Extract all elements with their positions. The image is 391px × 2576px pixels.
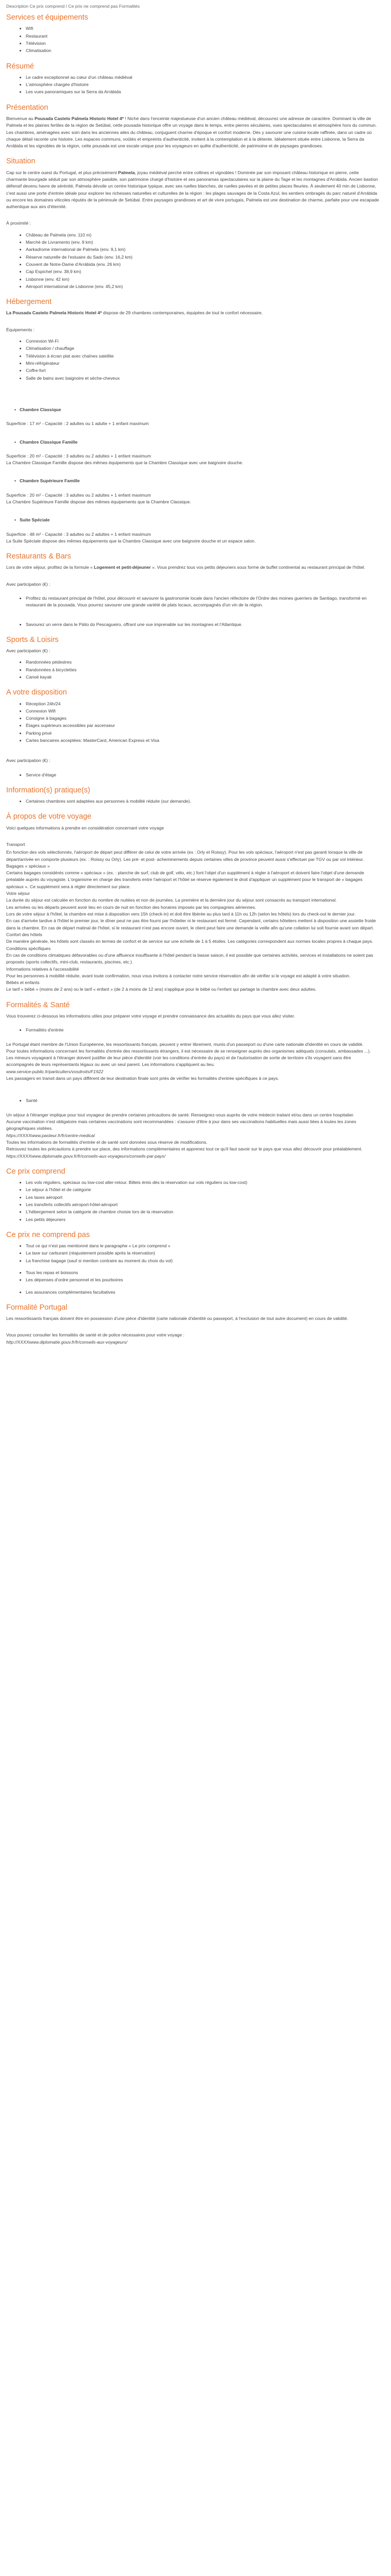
sports-label: Avec participation (€) :: [6, 648, 51, 654]
equipements-label: Équipements :: [6, 327, 35, 332]
room-desc: La Chambre Classique Famille dispose des mêmes équipements que la Chambre Classique avec une baignoire douche.: [6, 460, 243, 466]
list-item: • Profitez du restaurant principal de l'hôtel, pour découvrir et savourer la gastronomie locale dans l'ancien réfectoire de l'Ordre des moines guerriers de Santiago, transformé en restaurant de la pousada. Vous pourrez savourer une grande variété de plats locaux, accompagnés d'un vin de la région.: [26, 595, 380, 609]
list-item: • Randonnées pédestres: [26, 659, 380, 666]
propos-title: À propos de votre voyage: [6, 812, 92, 821]
room-title: • Chambre Classique Famille: [6, 439, 380, 446]
portugal-link[interactable]: http://XXXXwww.diplomatie.gouv.fr/fr/conseils-aux-voyageurs/: [6, 1339, 127, 1345]
list-item: • Certaines chambres sont adaptées aux personnes à mobilité réduite (sur demande).: [26, 798, 380, 805]
list-item: • L'hébergement selon la catégorie de chambre choisie lors de la réservation: [26, 1209, 380, 1215]
room-surface: Superficie : 17 m² - Capacité : 2 adultes ou 1 adulte + 1 enfant maximum: [6, 421, 149, 427]
list-item: • Mini-réfrigérateur: [26, 360, 380, 367]
room-surface: Superficie : 20 m² - Capacité : 3 adultes ou 2 adultes + 1 enfant maximum: [6, 492, 151, 498]
room-surface: Superficie : 48 m² - Capacité : 3 adultes ou 2 adultes + 1 enfant maximum: [6, 531, 151, 537]
list-item: • Coffre-fort: [26, 367, 380, 374]
formalites-intro: Vous trouverez ci-dessous les informations utiles pour préparer votre voyage et prendre connaissance des actualités du pays que vous allez visiter.: [6, 1013, 295, 1019]
list-item: • Santé: [26, 1097, 380, 1104]
entry-text: Le Portugal étant membre de l'Union Européenne, les ressortissants français, peuvent y entrer librement, munis d'un passeport ou d'une carte nationale d'identité en cours de validité. Pour toutes informations concernant les formalités d'entrée des ressortissants étrangers, il est nécessaire de se renseigner auprès des organismes adéquats (consulats, ambassades ...). Les mineurs voyageant à l'étranger doivent justifier de leur pièce d'identité (voir les conditions d'entrée du pays) et de l'autorisation de sortie de territoire s'ils voyagent sans être accompagnés de leurs représentants légaux ou avec un seul parent. Les informations s'appliquent au lieu. www.service-public.fr/particuliers/vosdroits/F1922 Les passagers en transit dans un pays différent de leur destination finale sont priés de vérifier les formalités d'entrée spécifiques à ce pays.: [6, 1041, 371, 1081]
disposition-list: [6, 701, 380, 744]
list-item: • Le séjour à l'hôtel et de catégorie: [26, 1187, 380, 1193]
disposition-list-2: [6, 772, 380, 778]
list-item: • Le cadre exceptionnel au cœur d'un château médiéval: [26, 74, 380, 81]
sante-text: Un séjour à l'étranger implique pour tout voyageur de prendre certaines précautions de santé. Renseignez-vous auprès de votre médecin traitant et/ou dans un centre hospitalier. Aucune vaccination n'est obligatoire mais certaines vaccinations sont recommandées : s'assurer d'être à jour dans ses vaccinations habituelles mais aussi liées à toutes les zones géographiques visitées. https://XXXXwww.pasteur.fr/fr/centre-medical Toutes les informations de formalités d'entrée et de santé sont données sous réserve de modifications. Retrouvez toutes les précautions à prendre sur place, des informations complémentaires et apprenez tout ce qu'il faut savoir sur le pays que vous allez découvrir pour préalablement. https://XXXXwww.diplomatie.gouv.fr/fr/conseils-aux-voyageurs/conseils-par-pays/: [6, 1112, 363, 1159]
list-item: • Service d'étage: [26, 772, 380, 778]
list-item: • Château de Palmela (env. 110 m): [26, 232, 380, 239]
list-item: • Les transferts collectifs aéroport-hôtel-aéroport: [26, 1201, 380, 1208]
room-title: • Chambre Supérieure Famille: [6, 478, 380, 484]
hebergement-text: La Pousada Castelo Palmela Historic Hotel 4* dispose de 29 chambres contemporaines, équipées de tout le confort nécessaire.: [6, 310, 263, 316]
equipements-list: [6, 338, 380, 382]
propos-intro: Voici quelques informations à prendre en considération concernant votre voyage: [6, 825, 164, 831]
resume-list: [6, 74, 380, 96]
informations-list: [6, 798, 380, 805]
comprend-title: Ce prix comprend: [6, 1167, 66, 1176]
list-item: • Salle de bains avec baignoire et sèche-cheveux: [26, 375, 380, 382]
list-item: • Les taxes aéroport: [26, 1194, 380, 1201]
transport-title: Transport: [6, 841, 25, 847]
portugal-title: Formalité Portugal: [6, 1303, 68, 1312]
list-item: • Réserve naturelle de l'estuaire du Sado (env. 16,2 km): [26, 254, 380, 261]
presentation-text: Bienvenue au Pousada Castelo Palmela Historic Hotel 4* ! Niché dans l'enceinte majestueuse d'un ancien château médiéval, découvrez une adresse de caractère. Dominant la ville de Palmela et les plaines fertiles de la région de Setúbal, cette pousada historique offre un voyage dans le temps, entre pierres séculaires, vues spectaculaires et atmosphère hors du commun. Les chambres, aménagées avec soin dans les anciennes ailes du château, conjuguent charme d'époque et confort moderne. Dès y savourer une cuisine locale raffinée, dans un cadre où chaque détail raconte une histoire. Les espaces communs, voûtés et empreints d'authenticité, invitent à la contemplation et à la détente. Idéalement située entre Lisbonne, la Serra da Arrábida et les vignobles de la région, cette pousada est une escale unique pour les voyageurs en quête d'authenticité, de patrimoine et de paysages grandioses.: [6, 115, 377, 149]
list-item: • Parking privé: [26, 730, 380, 737]
restaurants-text: Lors de votre séjour, profitez de la formule « Logement et petit-déjeuner ». Vous prendrez tous vos petits déjeuners sous forme de buffet continental au restaurant principal de l'hôtel.: [6, 565, 366, 570]
presentation-title: Présentation: [6, 103, 48, 112]
list-item: • Connexion Wifi: [26, 708, 380, 715]
list-item: • Réception 24h/24: [26, 701, 380, 707]
nonprix-list: [6, 1243, 380, 1296]
list-item: • Télévision: [26, 40, 380, 47]
list-item: • Les dépenses d'ordre personnel et les pourboires: [26, 1277, 380, 1283]
hebergement-title: Hébergement: [6, 298, 52, 307]
list-item: • Les vues panoramiques sur la Serra da Arrábida: [26, 89, 380, 95]
list-item: • Canoë kayak: [26, 674, 380, 681]
formalites-title: Formalités & Santé: [6, 1001, 70, 1009]
room-desc: La Suite Spéciale dispose des mêmes équipements que la Chambre Classique avec une baignoire douche et un espace salon.: [6, 538, 256, 544]
room-title: • Suite Spéciale: [6, 517, 380, 523]
list-item: • Climatisation: [26, 47, 380, 54]
sports-title: Sports & Loisirs: [6, 636, 59, 644]
list-item: • Les petits déjeuners: [26, 1216, 380, 1223]
list-item: • Lisbonne (env. 42 km): [26, 276, 380, 283]
list-item: • Les assurances complémentaires facultatives: [26, 1289, 380, 1296]
portugal-text-2: Vous pouvez consulter les formalités de santé et de police nécessaires pour votre voyage :: [6, 1332, 185, 1338]
tab-bar[interactable]: Description Ce prix comprend / Ce prix ne comprend pas Formalités: [6, 4, 140, 9]
resume-title: Résumé: [6, 62, 34, 71]
room-title: • Chambre Classique: [6, 406, 380, 413]
restaurants-title: Restaurants & Bars: [6, 552, 71, 561]
list-item: • Tout ce qui n'est pas mentionné dans le paragraphe « Le prix comprend »: [26, 1243, 380, 1249]
services-title: Services et équipements: [6, 13, 88, 22]
room-surface: Superficie : 20 m² - Capacité : 3 adultes ou 2 adultes + 1 enfant maximum: [6, 453, 151, 459]
list-item: • Les vols réguliers, spéciaux ou low-cost aller-retour. Billets émis dès la réservation sur vols réguliers ou low-cost): [26, 1179, 380, 1186]
distances-list: [6, 232, 380, 291]
list-item: • Couvent de Notre-Dame d'Arrábida (env. 26 km): [26, 261, 380, 268]
list-item: • Cartes bancaires acceptées: MasterCard, American Express et Visa: [26, 737, 380, 744]
portugal-text: Les ressortissants français doivent être en possession d'une pièce d'identité (carte nationale d'identité ou passeport, à l'exclusion de tout autre document) en cours de validité.: [6, 1316, 348, 1321]
situation-title: Situation: [6, 157, 36, 166]
list-item: • Aarkadrome international de Palmela (env. 9,1 km): [26, 246, 380, 253]
list-item: • Formalités d'entrée: [26, 1027, 380, 1033]
list-item: • Wifi: [26, 25, 380, 32]
list-item: • Marché de Livramento (env. 9 km): [26, 239, 380, 246]
list-item: • Étages supérieurs accessibles par ascenseur: [26, 722, 380, 729]
list-item: • Randonnées à bicyclettes: [26, 667, 380, 673]
sante-list: [6, 1097, 380, 1104]
nonprix-title: Ce prix ne comprend pas: [6, 1230, 90, 1239]
list-item: • La franchise bagage (sauf si mention contraire au moment du choix du vol): [26, 1258, 380, 1264]
list-item: • L'atmosphère chargée d'histoire: [26, 81, 380, 88]
restaurants-list: [6, 595, 380, 628]
situation-text: Cap sur le centre ouest du Portugal, et plus précisément Palmela, joyau médiéval perché entre collines et vignobles ! Dominée par son imposant château historique en pierre, cette charmante bourgade séduit par son atmosphère paisible, son patrimoine chargé d'histoire et ses panoramas spectaculaires sur la plaine du Tage et les montagnes d'Arrábida. Ancien bastion défensif devenu havre de sérénité, Palmela dévoile un centre historique typique, avec ses ruelles blanches, de ruelles pavées et de petites places fleuries. À seulement 40 min de Lisbonne, c'est aussi une porte d'entrée idéale pour explorer les richesses naturelles et culturelles de la région : les plages sauvages de la Costa Azul, les sentiers ombragés du parc naturel d'Arrábida ou encore les domaines viticoles réputés de la péninsule de Setúbal. Entre paysages grandioses et art de vivre portugais, Palmela est une destination de charme, parfaite pour une escapade authentique aux airs d'éternité.: [6, 170, 379, 210]
comprend-list: [6, 1179, 380, 1223]
list-item: • La taxe sur carburant (réajustement possible après la réservation): [26, 1250, 380, 1257]
entry-list: [6, 1027, 380, 1033]
services-list: [6, 25, 380, 54]
room-desc: La Chambre Supérieure Famille dispose des mêmes équipements que la Chambre Classique.: [6, 499, 191, 505]
list-item: • Climatisation / chauffage: [26, 345, 380, 352]
list-item: • Consigne à bagages: [26, 715, 380, 722]
list-item: • Savourez un verre dans le Pátio do Pescagueiro, offrant une vue imprenable sur les montagnes et l'Atlantique.: [26, 621, 380, 628]
list-item: • Connexion Wi-Fi: [26, 338, 380, 345]
disposition-label: Avec participation (€) :: [6, 758, 51, 764]
disposition-title: A votre disposition: [6, 688, 67, 697]
distances-label: À proximité :: [6, 221, 31, 226]
informations-title: Information(s) pratique(s): [6, 786, 90, 794]
list-item: • Cap Espichel (env. 38,9 km): [26, 268, 380, 275]
list-item: • Télévision à écran plat avec chaînes satellite: [26, 353, 380, 360]
list-item: • Restaurant: [26, 33, 380, 40]
list-item: • Tous les repas et boissons: [26, 1269, 380, 1276]
transport-text: En fonction des vols sélectionnés, l'aéroport de départ peut différer de celui de votre arrivée (ex : Orly et Roissy). Pour les vols spéciaux, l'aéroport n'est pas garanti lorsque la ville de départ/arrivée en comporte plusieurs (ex. : Roissy ou Orly). Les pré- et post- acheminements depuis certaines villes de province peuvent aussi s'effectuer par TGV ou par vol intérieur. Bagages « spéciaux » Certains bagages considérés comme « spéciaux » (ex. : planche de surf, club de golf, vélo, etc.) font l'objet d'un supplément à régler à l'aéroport et doivent faire l'objet d'une demande préalable auprès du voyagiste. L'organisme en charge des transferts entre l'aéroport et l'hôtel se réserve également le droit d'appliquer un supplément pour le transport de « bagages spéciaux ». Ce supplément sera à régler directement sur place. Votre séjour La durée du séjour est calculée en fonction du nombre de nuitées et non de journées. La première et la dernière jour du séjour sont consacrés au transport international. Les arrivées ou les départs peuvent avoir lieu en cours de nuit en fonction des horaires imposés par les compagnies aériennes. Lors de votre séjour à l'hôtel, la chambre est mise à disposition vers 15h (check-in) et doit être libérée au plus tard à 11h ou 12h (selon les hôtels) lors du check-out le dernier jour. En cas d'arrivée tardive à l'hôtel le premier jour, le dîner peut ne pas être fourni par l'hôtelier ni le restaurant est fermé. Cependant, certains hôteliers mettent à disposition une assiette froide dans la chambre. En cas de départ matinal de l'hôtel, si le restaurant n'est pas encore ouvert, le client peut faire une demande la veille afin qu'une collation lui soit fournie avant son départ. Confort des hôtels De manière générale, les hôtels sont classés en termes de confort et de service sur une échelle de 1 à 5 étoiles. Les catégories correspondent aux normes locales propres à chaque pays. Conditions spécifiques En cas de conditions climatiques défavorables ou d'une affluence insuffisante à l'hôtel pendant la basse saison, il est possible que certaines activités, services et installations ne soient pas proposés (sports collectifs, mini-club, restaurants, piscines, etc.). Informations relatives à l'accessibilité Pour les personnes à mobilité réduite, avant toute confirmation, nous vous invitons à contacter notre service réservation afin de vérifier si le voyage est adapté à votre situation. Bébés et enfants Le tarif « bébé » (moins de 2 ans) ou le tarif « enfant » (de 2 à moins de 12 ans) s'applique pour le bébé ou l'enfant qui partage la chambre avec deux adultes.: [6, 850, 376, 992]
list-item: • Aéroport international de Lisbonne (env. 45,2 km): [26, 283, 380, 290]
restaurants-label: Avec participation (€) :: [6, 581, 51, 587]
sports-list: [6, 659, 380, 681]
